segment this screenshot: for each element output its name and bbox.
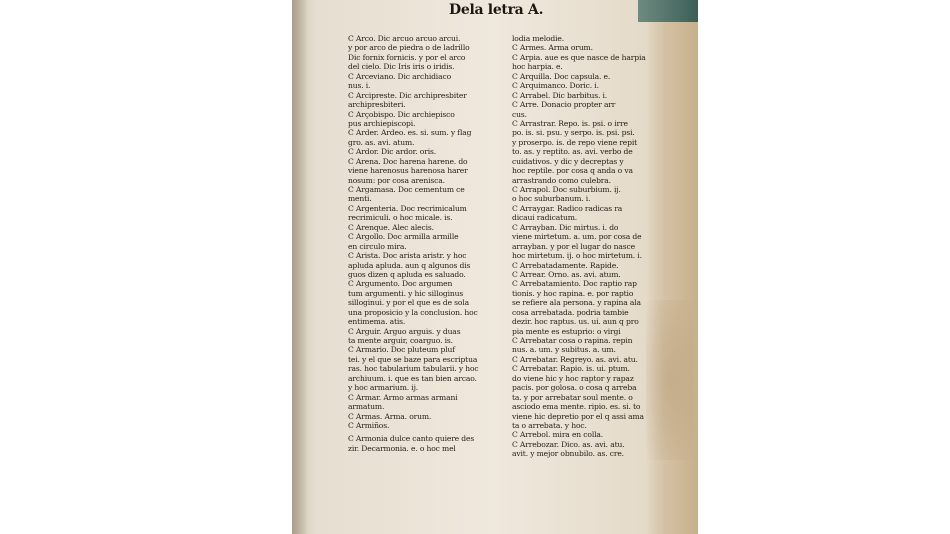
text-line: archiuum. i. que es tan bien arcao.: [348, 373, 477, 383]
text-line: recrimiculi. o hoc micale. is.: [348, 213, 453, 223]
text-line: cuidativos. y dic y decreptas y: [512, 156, 624, 166]
text-line: ras. hoc tabularium tabularii. y hoc: [348, 364, 479, 374]
text-line: cosa arrebatada. podria tambie: [512, 307, 629, 317]
text-line: hoc mirtetum. ij. o hoc mirtetum. i.: [512, 251, 642, 261]
text-line: avit. y mejor obnubilo. as. cre.: [512, 449, 624, 459]
text-line: o hoc suburbanum. i.: [512, 194, 591, 204]
text-line: armatum.: [348, 402, 385, 412]
text-line: C Arrear. Orno. as. avi. atum.: [512, 269, 621, 279]
text-line: C Argenteria. Doc recrimicalum: [348, 203, 467, 213]
text-line: Dic fornix fornicis. y por el arco: [348, 52, 466, 62]
text-line: asciodo ema mente. ripio. es. si. to: [512, 402, 641, 412]
text-line: menti.: [348, 194, 372, 204]
text-line: arrayban. y por el lugar do nasce: [512, 241, 635, 251]
text-line: C Armonia dulce canto quiere des: [348, 434, 475, 444]
text-line: C Arrebatamiento. Doc raptio rap: [512, 279, 637, 289]
text-line: do viene hic y hoc raptor y rapaz: [512, 373, 634, 383]
text-line: C Arceviano. Dic archidiaco: [348, 71, 451, 81]
text-line: C Armario. Doc pluteum pluf: [348, 345, 455, 355]
text-line: dicaui radicatum.: [512, 213, 578, 223]
text-line: C Arquilla. Doc capsula. e.: [512, 71, 611, 81]
text-line: hoc harpia. e.: [512, 62, 563, 72]
text-line: C Arder. Ardeo. es. si. sum. y flag: [348, 128, 472, 138]
text-line: archipresbiteri.: [348, 100, 406, 110]
text-line: se refiere ala persona. y rapina ala: [512, 298, 641, 308]
text-line: nus. i.: [348, 81, 371, 91]
text-line: silloginui. y por el que es de sola: [348, 298, 470, 308]
book-spine-shadow: [292, 0, 308, 534]
text-line: C Arre. Donacio propter arr: [512, 100, 616, 110]
text-line: C Argamasa. Doc cementum ce: [348, 185, 465, 194]
text-line: guos dizen q apluda es saluado.: [348, 269, 466, 279]
text-line: ta. y por arrebatar soul mente. o: [512, 392, 633, 402]
text-line: C Arista. Doc arista aristr. y hoc: [348, 251, 467, 261]
text-line: C Arcipreste. Dic archipresbiter: [348, 90, 467, 100]
text-line: C Arrapol. Doc suburbium. ij.: [512, 185, 621, 194]
book-page-photo: [292, 0, 698, 534]
text-line: C Arco. Dic arcuo arcuo arcui.: [348, 34, 461, 43]
text-line: apluda apluda. aun q algunos dis: [348, 260, 471, 270]
text-line: C Arrebatar. Rapio. is. ui. ptum.: [512, 364, 630, 374]
paper-stain: [646, 300, 694, 460]
text-line: C Armas. Arma. orum.: [348, 411, 432, 421]
text-line: nus. a. um. y subitus. a. um.: [512, 345, 616, 355]
text-line: C Arpia. aue es que nasce de harpia: [512, 52, 646, 62]
text-line: tionis. y hoc rapina. e. por raptio: [512, 288, 634, 298]
text-line: pus archiepiscopi.: [348, 118, 416, 128]
text-line: tum argumenti. y hic silloginus: [348, 288, 464, 298]
page-header: Dela letra A.: [449, 2, 544, 18]
text-line: C Arrayban. Dic mirtus. i. do: [512, 222, 619, 232]
text-line: hoc reptile. por cosa q anda o va: [512, 166, 633, 176]
text-line: en circulo mira.: [348, 241, 407, 251]
text-line: entimema. atis.: [348, 317, 406, 327]
text-line: dezir. hoc raptus. us. ui. aun q pro: [512, 317, 639, 327]
text-line: ta mente arguir, coarguo. is.: [348, 336, 453, 345]
text-line: C Arrebol. mira en colla.: [512, 430, 604, 440]
text-line: C Arraygar. Radico radicas ra: [512, 203, 623, 213]
text-line: C Arrabel. Dic barbitus. i.: [512, 90, 608, 100]
text-line: y por arco de piedra o de ladrillo: [348, 43, 470, 53]
text-line: C Arrebatar. Regreyo. as. avi. atu.: [512, 354, 638, 364]
text-line: C Arrebozar. Dico. as. avi. atu.: [512, 439, 625, 449]
text-line: tei. y el que se baze para escriptua: [348, 354, 478, 364]
text-line: viene harenosus harenosa harer: [348, 166, 468, 176]
text-line: C Ardor. Dic ardor. oris.: [348, 147, 436, 157]
text-line: pacis. por golosa. o cosa q arreba: [512, 383, 637, 393]
text-line: C Arrebatadamente. Rapide.: [512, 260, 619, 270]
text-line: C Arenque. Alec alecis.: [348, 222, 434, 232]
text-line: C Argumento. Doc argumen: [348, 279, 453, 289]
text-line: arrastrando como culebra.: [512, 175, 611, 185]
text-line: C Arrastrar. Repo. is. psi. o irre: [512, 118, 628, 128]
text-line: pia mente es estuprio: o virgi: [512, 326, 621, 336]
text-line: C Arrebatar cosa o rapina. repin: [512, 336, 633, 345]
text-line: po. is. si. psu. y serpo. is. psi. psi.: [512, 128, 635, 138]
text-line: C Arena. Doc harena harene. do: [348, 156, 468, 166]
text-line: to. as. y reptito. as. avi. verbo de: [512, 147, 633, 157]
text-line: C Armes. Arma orum.: [512, 43, 593, 53]
text-line: viene mirtetum. a. um. por cosa de: [512, 232, 642, 242]
text-line: ta o arrebata. y hoc.: [512, 420, 587, 430]
text-line: C Arçobispo. Dic archiepisco: [348, 109, 455, 119]
text-column-right: [512, 34, 646, 459]
text-line: C Arguir. Arguo arguis. y duas: [348, 326, 461, 336]
text-line: una proposicio y la conclusion. hoc: [348, 307, 478, 317]
text-line: C Arquimanco. Doric. i.: [512, 81, 599, 91]
text-line: del cielo. Dic Iris iris o iridis.: [348, 62, 455, 72]
text-line: gro. as. avi. atum.: [348, 137, 415, 147]
text-line: lodia melodie.: [512, 34, 565, 43]
text-line: C Armar. Armo armas armani: [348, 392, 458, 402]
text-line: cus.: [512, 109, 527, 119]
text-line: y hoc armarium. ij.: [348, 383, 419, 393]
text-column-left: [348, 34, 498, 453]
binding-corner: [638, 0, 698, 22]
text-line: zir. Decarmonia. e. o hoc mel: [348, 443, 456, 453]
text-line: C Armiños.: [348, 420, 390, 430]
text-line: y proserpo. is. de repo viene repit: [512, 137, 638, 147]
text-line: viene hic depretio por el q assi ama: [512, 411, 644, 421]
text-line: C Argollo. Doc armilla armille: [348, 232, 459, 242]
text-line: nosum: por cosa arenisca.: [348, 175, 445, 185]
